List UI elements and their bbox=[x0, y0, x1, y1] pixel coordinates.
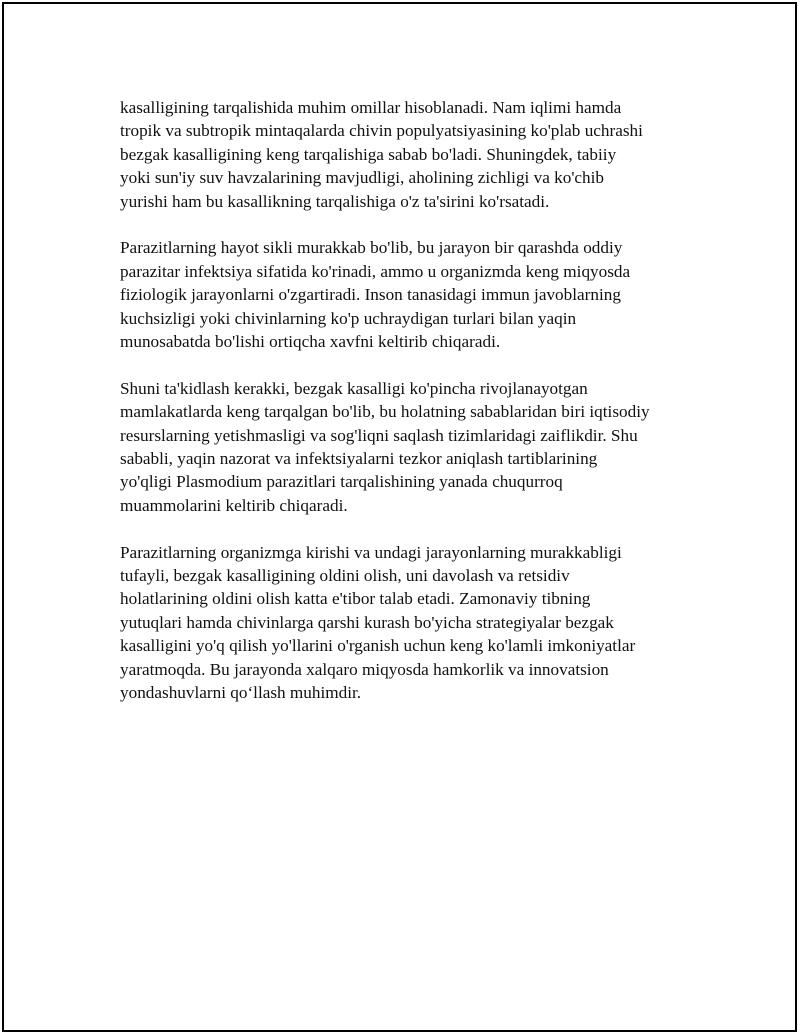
paragraph-2: Parazitlarning hayot sikli murakkab bo'lib, bu jarayon bir qarashda oddiy parazitar infektsiya sifatida ko'rinadi, ammo u organizmda keng miqyosda fiziologik jarayonlarni o'zgartiradi. Inson tanasidagi immun javoblarning kuchsizligi yoki chivinlarning ko'p uchraydigan turlari bilan yaqin munosabatda bo'lishi ortiqcha xavfni keltirib chiqaradi. bbox=[120, 238, 631, 352]
paragraph-1: kasalligining tarqalishida muhim omillar hisoblanadi. Nam iqlimi hamda tropik va subtropik mintaqalarda chivin populyatsiyasining ko'plab uchrashi bezgak kasalligining keng tarqalishiga sabab bo'ladi. Shuningdek, tabiiy yoki sun'iy suv havzalarining mavjudligi, aholining zichligi va ko'chib yurishi ham bu kasallikning tarqalishiga o'z ta'sirini ko'rsatadi. bbox=[120, 98, 643, 211]
paragraph-4: Parazitlarning organizmga kirishi va undagi jarayonlarning murakkabligi tufayli, bezgak kasalligining oldini olish, uni davolash va retsidiv holatlarining oldini olish katta e'tibor talab etadi. Zamonaviy tibning yutuqlari hamda chivinlarga qarshi kurash bo'yicha strategiyalar bezgak kasalligini yo'q qilish yo'llarini o'rganish uchun keng ko'lamli imkoniyatlar yaratmoqda. Bu jarayonda xalqaro miqyosda hamkorlik va innovatsion yondashuvlarni qo‘llash muhimdir. bbox=[120, 542, 636, 703]
document-page bbox=[2, 2, 797, 1032]
paragraph-3: Shuni ta'kidlash kerakki, bezgak kasalligi ko'pincha rivojlanayotgan mamlakatlarda keng tarqalgan bo'lib, bu holatning sabablaridan biri iqtisodiy resurslarning yetishmasligi va sog'liqni saqlash tizimlaridagi zaiflikdir. Shu sababli, yaqin nazorat va infektsiyalarni tezkor aniqlash tartiblarining yo'qligi Plasmodium parazitlari tarqalishining yanada chuqurroq muammolarini keltirib chiqaradi. bbox=[120, 378, 650, 515]
document-body bbox=[120, 96, 710, 728]
